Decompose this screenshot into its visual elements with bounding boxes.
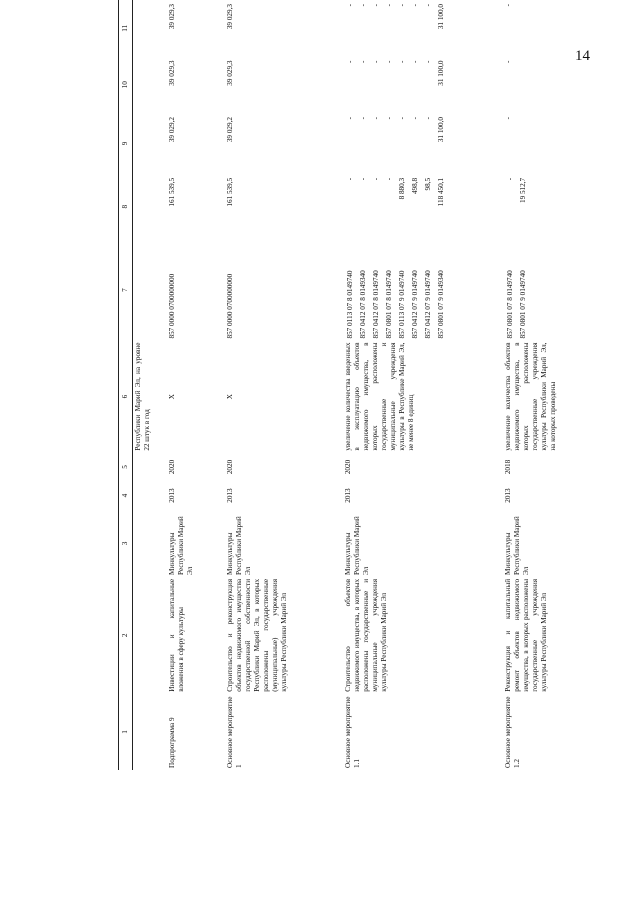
value-entry: -	[358, 4, 367, 7]
header-cell: 6	[119, 341, 133, 453]
value-cell: 39 029,2	[225, 117, 234, 143]
value-entry: -	[410, 60, 419, 63]
value-entry: -	[397, 60, 406, 63]
continuation-indicator: Республики Марий Эл, на уровне 22 штук в год	[134, 342, 151, 451]
code-cell: 857 0000 0700000000	[225, 273, 234, 339]
value-cell: 39 029,3	[225, 4, 234, 30]
value-cell: 161 539,5	[167, 177, 176, 207]
value-entry: 31 100,0	[436, 60, 445, 86]
indicator-cell: увеличение количества объектов недвижимого имущества, в которых расположены государственные учреждения культуры Республики Марий Эл, на которых проведены	[503, 342, 557, 451]
value-entry: -	[410, 4, 419, 7]
code-entry: 857 0412 07 9 0149740	[423, 270, 432, 339]
program-cell: Основное мероприятие 1.2	[503, 696, 521, 768]
value-entry: -	[371, 177, 380, 181]
indicator-cell: X	[225, 394, 234, 400]
value-entry: 498,8	[410, 177, 419, 195]
value-entry: -	[371, 60, 380, 63]
page-number: 14	[575, 48, 590, 64]
name-cell: Строительство и реконструкция объектов недвижимого имущества государственной собственности Республики Марий Эл, в которых расположены государственные (муниципальные) учреждения культуры Республики Марий Эл	[225, 578, 288, 692]
end-year-cell: 2020	[225, 459, 234, 475]
value-entry: -	[358, 177, 367, 181]
start-year-cell: 2013	[225, 488, 234, 503]
code-cell: 857 0000 0700000000	[167, 273, 176, 339]
value-entry: -	[345, 60, 354, 63]
program-cell: Подпрограмма 9	[167, 717, 176, 768]
continuation-row	[133, 0, 167, 770]
code-entry: 857 0801 07 9 0149340	[436, 270, 445, 339]
code-list	[343, 240, 503, 341]
value-cell: 39 029,3	[167, 4, 176, 30]
value-entry: -	[358, 117, 367, 120]
executor-cell: Минкультуры Республики Марий Эл	[167, 516, 194, 575]
value-list	[343, 113, 503, 174]
value-entry: -	[397, 4, 406, 7]
value-cell: -	[503, 60, 512, 63]
value-entry: -	[423, 4, 432, 7]
code-entry: 857 0113 07 9 0149740	[397, 270, 406, 339]
value-entry: -	[345, 177, 354, 181]
start-year-cell: 2013	[167, 488, 176, 503]
executor-cell: Минкультуры Республики Марий Эл	[225, 516, 252, 575]
indicator-cell: X	[167, 394, 176, 400]
value-list	[343, 0, 503, 57]
code-entry: 857 0801 07 9 0149740	[518, 270, 527, 339]
name-cell: Строительство объектов недвижимого имущества, в которых расположены государственные и муниципальные учреждения культуры Республики Марий Эл	[343, 578, 388, 692]
code-entry: 857 0412 07 9 0149740	[410, 270, 419, 339]
name-cell: Реконструкция и капитальный ремонт объектов недвижимого имущества, в которых расположены государственные учреждения культуры Республики Марий Эл	[503, 578, 548, 692]
program-cell: Основное мероприятие 1.1	[343, 696, 361, 768]
header-cell: 1	[119, 694, 133, 770]
value-cell: 39 029,3	[225, 60, 234, 86]
table-row	[225, 0, 343, 770]
value-cell: 39 029,2	[167, 117, 176, 143]
code-entry: 857 0801 07 8 0149740	[505, 270, 514, 339]
end-year-cell: 2020	[167, 459, 176, 475]
header-cell: 2	[119, 577, 133, 694]
header-cell: 7	[119, 240, 133, 341]
start-year-cell: 2013	[343, 488, 352, 503]
value-entry: -	[423, 60, 432, 63]
value-entry: 118 450,1	[436, 177, 445, 207]
value-entry: -	[358, 60, 367, 63]
value-entry: -	[345, 117, 354, 120]
value-entry: -	[384, 60, 393, 63]
value-entry: -	[505, 177, 514, 181]
value-entry: -	[384, 177, 393, 181]
value-cell: -	[503, 4, 512, 7]
program-table	[118, 0, 603, 770]
value-entry: 8 880,3	[397, 177, 406, 200]
table-row	[343, 0, 503, 770]
value-entry: -	[384, 4, 393, 7]
header-cell: 10	[119, 57, 133, 113]
header-cell: 3	[119, 510, 133, 577]
code-entry: 857 0412 07 8 0149340	[358, 270, 367, 339]
start-year-cell: 2013	[503, 488, 512, 503]
end-year-cell: 2018	[503, 459, 512, 475]
header-cell: 5	[119, 453, 133, 482]
table-row	[167, 0, 225, 770]
code-list	[503, 240, 603, 341]
value-entry: -	[423, 117, 432, 120]
value-list	[343, 57, 503, 113]
header-cell: 8	[119, 174, 133, 240]
code-entry: 857 0412 07 8 0149740	[371, 270, 380, 339]
header-row	[119, 0, 133, 770]
value-cell: -	[503, 117, 512, 120]
value-entry: 31 100,0	[436, 117, 445, 143]
value-entry: -	[345, 4, 354, 7]
code-entry: 857 0113 07 8 0149740	[345, 270, 354, 339]
value-entry: -	[384, 117, 393, 120]
value-list	[343, 174, 503, 240]
program-cell: Основное мероприятие 1	[225, 696, 243, 768]
value-entry: -	[397, 117, 406, 120]
header-cell: 9	[119, 113, 133, 174]
table-row	[503, 0, 603, 770]
code-entry: 857 0801 07 8 0149740	[384, 270, 393, 339]
executor-cell: Минкультуры Республики Марий Эл	[503, 516, 530, 575]
value-entry: 19 512,7	[518, 177, 527, 204]
value-entry: -	[410, 117, 419, 120]
end-year-cell: 2020	[343, 459, 352, 475]
value-entry: 31 100,0	[436, 4, 445, 30]
indicator-cell: увеличение количества введенных в эксплуатацию объектов недвижимого имущества, в которых расположены государственные и муниципальные учреждения культуры в Республике Марий Эл, не менее 8 единиц	[343, 342, 415, 451]
name-cell: Инвестиции и капитальные вложения в сферу культуры	[167, 578, 185, 692]
header-cell: 11	[119, 0, 133, 57]
value-entry: 98,5	[423, 177, 432, 191]
value-cell: 161 539,5	[225, 177, 234, 207]
value-cell: 39 029,3	[167, 60, 176, 86]
value-list	[503, 174, 603, 240]
value-entry: -	[371, 4, 380, 7]
value-entry: -	[371, 117, 380, 120]
executor-cell: Минкультуры Республики Марий Эл	[343, 516, 370, 575]
header-cell: 4	[119, 481, 133, 510]
